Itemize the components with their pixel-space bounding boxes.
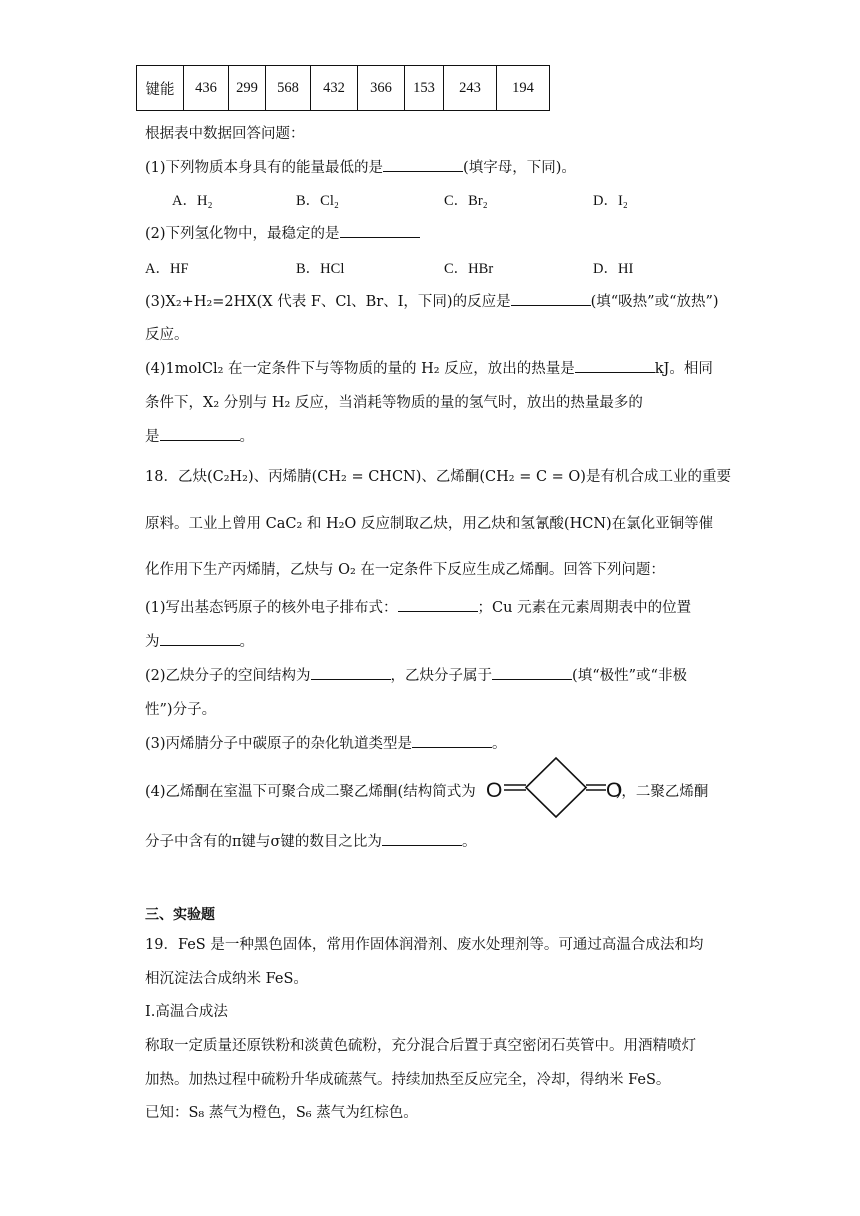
intro-text: 根据表中数据回答问题： <box>145 126 305 142</box>
four-membered-ring <box>526 758 586 817</box>
q2-option-c: C．HBr <box>444 261 494 277</box>
section-heading: 三、实验题 <box>145 907 215 923</box>
answer-blank <box>160 631 240 646</box>
q4-line3 <box>145 425 254 446</box>
answer-blank <box>340 223 420 238</box>
q18-line1: 18．乙炔(C₂H₂)、丙烯腈(CH₂ = CHCN)、乙烯酮(CH₂ = C = O)是有机合成工业的重要 <box>145 469 731 485</box>
table-cell: 568 <box>266 66 311 111</box>
q1-option-b: B．Cl₂ <box>296 193 339 209</box>
q3-text-after: (填“吸热”或“放热”) <box>590 294 719 310</box>
q1-text: (1)下列物质本身具有的能量最低的是 <box>145 160 384 176</box>
q18-sub4-text: (4)乙烯酮在室温下可聚合成二聚乙烯酮(结构简式为 <box>145 784 476 800</box>
q4-text: (4)1molCl₂ 在一定条件下与等物质的量的 H₂ 反应，放出的热量是 <box>145 361 575 377</box>
q4-line3-text: 是 <box>145 429 160 445</box>
answer-blank <box>383 157 463 172</box>
sub-heading: I.高温合成法 <box>145 1004 228 1020</box>
q1-text-after: (填字母，下同)。 <box>463 160 576 176</box>
q18-sub3-text: (3)丙烯腈分子中碳原子的杂化轨道类型是 <box>145 736 413 752</box>
question-3 <box>145 290 719 311</box>
q18-sub4-line2 <box>145 830 476 851</box>
table-cell: 243 <box>444 66 497 111</box>
question-4 <box>145 357 713 378</box>
paragraph-line: 已知：S₈ 蒸气为橙色，S₆ 蒸气为红棕色。 <box>145 1105 418 1121</box>
answer-blank <box>575 358 655 373</box>
table-cell: 153 <box>405 66 444 111</box>
table-cell: 194 <box>497 66 550 111</box>
q18-sub4-text-after: )，二聚乙烯酮 <box>615 784 709 800</box>
q18-line2: 原料。工业上曾用 CaC₂ 和 H₂O 反应制取乙炔，用乙炔和氢氰酸(HCN)在氯化亚铜等催 <box>145 516 714 532</box>
q4-line3-end: 。 <box>239 429 254 445</box>
q1-option-c: C．Br₂ <box>444 193 488 209</box>
table-cell: 299 <box>229 66 266 111</box>
q3-line2: 反应。 <box>145 327 189 343</box>
q18-sub2-text-b: ，乙炔分子属于 <box>390 668 493 684</box>
answer-blank <box>511 291 591 306</box>
q18-sub3 <box>145 732 507 753</box>
q18-sub2 <box>145 664 687 685</box>
q18-sub4-line2-text: 分子中含有的π键与σ键的数目之比为 <box>145 834 382 850</box>
q18-sub1-line2-end: 。 <box>239 634 254 650</box>
diketene-structure-diagram <box>484 756 632 820</box>
q2-option-d: D．HI <box>593 261 634 277</box>
q19-line2: 相沉淀法合成纳米 FeS。 <box>145 971 308 987</box>
oxygen-atom-left: O <box>486 779 503 802</box>
paragraph-line: 加热。加热过程中硫粉升华成硫蒸气。持续加热至反应完全，冷却，得纳米 FeS。 <box>145 1072 671 1088</box>
q18-sub1 <box>145 596 691 617</box>
q18-sub1-line2-text: 为 <box>145 634 160 650</box>
answer-blank <box>311 665 391 680</box>
q18-sub2-text-c: (填“极性”或“非极 <box>572 668 687 684</box>
answer-blank <box>398 597 478 612</box>
q19-line1: 19．FeS 是一种黑色固体，常用作固体润滑剂、废水处理剂等。可通过高温合成法和均 <box>145 937 704 953</box>
answer-blank <box>492 665 572 680</box>
answer-blank <box>382 831 462 846</box>
q18-sub1-line2 <box>145 630 254 651</box>
q18-sub4-line2-end: 。 <box>461 834 477 850</box>
answer-blank <box>412 733 492 748</box>
table-cell: 432 <box>311 66 358 111</box>
q18-line3: 化作用下生产丙烯腈，乙炔与 O₂ 在一定条件下反应生成乙烯酮。回答下列问题： <box>145 562 665 578</box>
q1-option-d: D．I₂ <box>593 193 628 209</box>
q2-option-b: B．HCl <box>296 261 345 277</box>
bond-energy-table <box>136 65 550 111</box>
q18-sub2-line2: 性”)分子。 <box>145 702 217 718</box>
table-row <box>137 66 550 111</box>
table-header-cell: 键能 <box>137 66 184 111</box>
table-cell: 366 <box>358 66 405 111</box>
q3-text: (3)X₂+H₂=2HX(X 代表 F、Cl、Br、I，下同)的反应是 <box>145 294 511 310</box>
paragraph-line: 称取一定质量还原铁粉和淡黄色硫粉，充分混合后置于真空密闭石英管中。用酒精喷灯 <box>145 1038 696 1054</box>
table-cell: 436 <box>184 66 229 111</box>
question-1 <box>145 156 576 177</box>
q18-sub1-text-after: ；Cu 元素在元素周期表中的位置 <box>477 600 692 616</box>
q2-text: (2)下列氢化物中，最稳定的是 <box>145 226 340 242</box>
q18-sub1-text: (1)写出基态钙原子的核外电子排布式： <box>145 600 398 616</box>
question-2 <box>145 222 420 243</box>
q2-option-a: A．HF <box>145 261 189 277</box>
answer-blank <box>160 426 240 441</box>
q4-line2: 条件下，X₂ 分别与 H₂ 反应，当消耗等物质的量的氢气时，放出的热量最多的 <box>145 395 643 411</box>
q18-sub2-text-a: (2)乙炔分子的空间结构为 <box>145 668 311 684</box>
q4-text-after: kJ。相同 <box>654 361 713 377</box>
q1-option-a: A．H₂ <box>172 193 213 209</box>
q18-sub3-end: 。 <box>492 736 507 752</box>
oxygen-atom-right: O <box>606 779 623 802</box>
